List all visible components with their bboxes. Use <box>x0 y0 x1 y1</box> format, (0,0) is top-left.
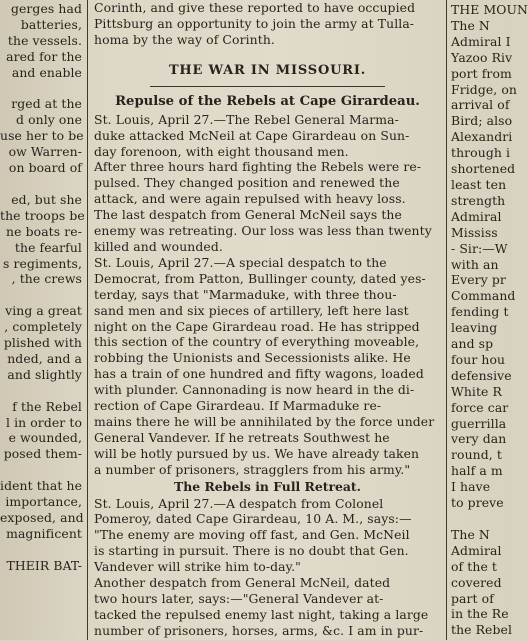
text-line: THE MOUN <box>451 2 528 17</box>
text-line: Yazoo Riv <box>451 49 513 65</box>
text-line: f the Rebel <box>12 398 82 414</box>
text-line: e wounded, <box>8 430 82 446</box>
text-line: Mississ <box>451 224 498 240</box>
text-line: is starting in pursuit. There is no doubt that Gen. <box>94 543 409 559</box>
text-line: and sp <box>451 336 494 352</box>
text-line: General Vandever. If he retreats Southwest he <box>94 429 390 445</box>
article-paragraph-3 <box>90 496 445 639</box>
text-line: round, t <box>451 447 502 463</box>
text-line: White R <box>451 383 502 399</box>
text-line <box>0 542 84 558</box>
text-line: ed, but she <box>11 191 82 207</box>
text-line: very dan <box>451 431 507 447</box>
text-line: through i <box>451 145 511 161</box>
text-line <box>0 176 84 192</box>
text-line: defensive <box>451 367 512 383</box>
article-headline: Repulse of the Rebels at Cape Girardeau. <box>115 93 420 109</box>
text-line: and enable <box>11 64 82 80</box>
text-line: with an <box>451 256 499 272</box>
text-line: covered <box>451 574 502 590</box>
text-line: will be hotly pursued by us. We have already taken <box>94 445 420 461</box>
text-line: part of <box>451 590 494 606</box>
text-line: The last despatch from General McNeil says the <box>94 207 402 223</box>
text-line: nded, and a <box>7 350 82 366</box>
text-line: with plunder. Cannonading is now heard in the di- <box>94 382 415 398</box>
text-line: Pomeroy, dated Cape Girardeau, 10 A. M., says:— <box>94 511 412 527</box>
text-line: Admiral <box>451 208 502 224</box>
text-line: the Rebel <box>451 622 513 638</box>
text-line: four hou <box>451 351 506 367</box>
text-line: Democrat, from Patton, Bullinger county, dated yes- <box>94 270 426 286</box>
text-line: arrival of <box>451 97 510 113</box>
middle-column <box>90 0 445 640</box>
text-line: St. Louis, April 27.—A despatch from Colonel <box>94 495 384 511</box>
text-line: - Sir:—W <box>451 240 508 256</box>
text-line: THEIR BAT- <box>6 557 82 573</box>
text-line: leaving <box>451 320 498 336</box>
text-line: killed and wounded. <box>94 238 223 254</box>
text-line: Admiral I <box>451 33 511 49</box>
text-line <box>0 287 84 303</box>
section-divider <box>150 86 385 87</box>
text-line: gerges had <box>10 1 82 16</box>
text-line: terday, says that "Marmaduke, with three thou- <box>94 286 397 302</box>
column-rule-right <box>446 0 447 640</box>
text-line: ow Warren- <box>8 144 82 160</box>
text-line: strength <box>451 192 506 208</box>
article-paragraph-2 <box>90 255 445 478</box>
text-line: attack, and were again repulsed with heavy loss. <box>94 191 406 207</box>
text-line: guerrilla <box>451 415 507 431</box>
text-line: mains there he will be annihilated by the force under <box>94 413 435 429</box>
text-line: duke attacked McNeil at Cape Girardeau on Sun- <box>94 127 410 143</box>
text-line: day forenoon, with eight thousand men. <box>94 143 349 159</box>
text-line: l in order to <box>5 414 82 430</box>
article-subheadline: The Rebels in Full Retreat. <box>174 478 361 494</box>
text-line: Fridge, on <box>451 81 517 97</box>
text-line: pulsed. They changed position and renewed the <box>94 175 400 191</box>
text-line: enemy was retreating. Our loss was less than twenty <box>94 223 432 239</box>
section-heading: THE WAR IN MISSOURI. <box>168 62 367 78</box>
text-line <box>0 383 84 399</box>
preceding-article-tail <box>90 0 445 48</box>
left-column <box>0 0 84 641</box>
text-line: Admiral <box>451 542 502 558</box>
text-line: St. Louis, April 27.—A special despatch to the <box>94 254 387 270</box>
text-line: a number of prisoners, stragglers from his army." <box>94 461 411 477</box>
text-line: robbing the Unionists and Secessionists alike. He <box>94 350 411 366</box>
text-line: Command <box>451 288 516 304</box>
text-line: importance, <box>5 494 82 510</box>
text-line: half a m <box>451 463 503 479</box>
text-line: Another despatch from General McNeil, dated <box>94 575 391 591</box>
text-line: Alexandri <box>451 129 513 145</box>
text-line: The N <box>451 17 490 33</box>
text-line: Corinth, and give these reported to have occupied <box>94 0 416 15</box>
text-line: in the Re <box>451 606 509 622</box>
text-line: "The enemy are moving off fast, and Gen. McNeil <box>94 527 410 543</box>
text-line: force car <box>451 399 509 415</box>
text-line: magnificent <box>6 525 82 541</box>
text-line: and slightly <box>7 366 82 382</box>
text-line: After three hours hard fighting the Rebels were re- <box>94 159 422 175</box>
text-line: I have <box>451 479 491 495</box>
text-line: Every pr <box>451 272 506 288</box>
text-line: Vandever will strike him to-day." <box>94 559 301 575</box>
text-line: the vessels. <box>7 32 82 48</box>
text-line: tacked the repulsed enemy last night, taking a large <box>94 606 429 622</box>
text-line <box>449 511 512 527</box>
text-line: this section of the country of everything moveable, <box>94 334 420 350</box>
text-line: the fearful <box>14 239 82 255</box>
text-line <box>0 81 84 97</box>
text-line: rection of Cape Girardeau. If Marmaduke re- <box>94 398 382 414</box>
text-line: port from <box>451 65 512 81</box>
text-line: use her to be <box>0 128 84 144</box>
text-line: ne boats re- <box>6 223 82 239</box>
text-line: on board of <box>8 160 82 176</box>
text-line: s regiments, <box>3 255 82 271</box>
text-line: least ten <box>451 176 507 192</box>
article-paragraph-1 <box>90 112 445 255</box>
text-line: two hours later, says:—"General Vandever at- <box>94 591 384 606</box>
text-line: Pittsburg an opportunity to join the army at Tulla- <box>94 15 415 31</box>
text-line: of the t <box>451 558 497 574</box>
text-line: the troops be <box>0 207 85 223</box>
text-line: shortened <box>451 161 516 177</box>
text-line: rged at the <box>11 96 82 112</box>
text-line: , the crews <box>11 271 82 287</box>
text-line: ident that he <box>0 478 83 494</box>
text-line: Bird; also <box>451 113 513 129</box>
text-line <box>0 462 84 478</box>
text-line: number of prisoners, horses, arms, &c. I am in pur- <box>94 622 424 638</box>
text-line: night on the Cape Girardeau road. He has stripped <box>94 318 420 334</box>
text-line: exposed, and <box>0 510 84 525</box>
text-line: batteries, <box>20 16 82 32</box>
column-rule-left <box>87 0 88 640</box>
text-line: posed them- <box>3 446 82 462</box>
right-column <box>449 0 528 642</box>
text-line: ving a great <box>5 303 82 319</box>
text-line: The N <box>451 526 490 542</box>
text-line: plished with <box>3 335 82 351</box>
text-line: ared for the <box>6 48 82 64</box>
text-line: sand men and six pieces of artillery, left here last <box>94 302 409 318</box>
text-line: St. Louis, April 27.—The Rebel General Marma- <box>94 111 399 127</box>
text-line: fending t <box>451 304 509 320</box>
text-line: has a train of one hundred and fifty wagons, loaded <box>94 366 424 382</box>
text-line: homa by the way of Corinth. <box>94 31 275 47</box>
text-line: d only one <box>16 112 82 128</box>
text-line: , completely <box>4 319 82 335</box>
text-line: to preve <box>451 495 504 511</box>
